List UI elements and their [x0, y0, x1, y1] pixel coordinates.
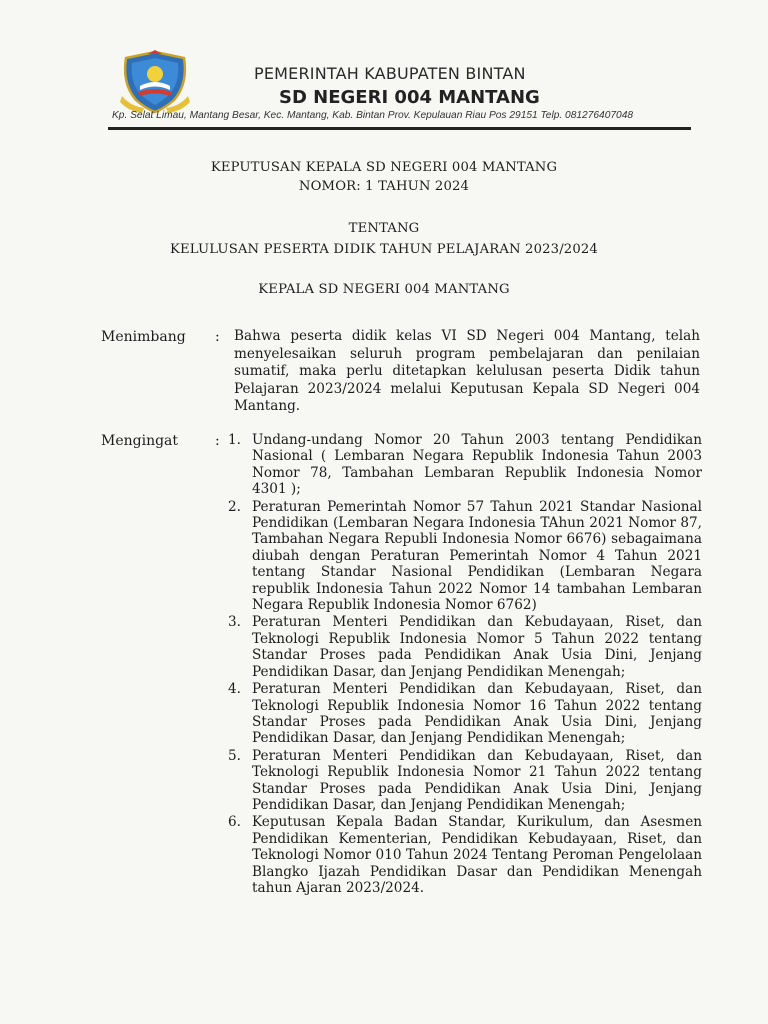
menimbang-label: Menimbang	[101, 329, 186, 345]
list-item	[222, 748, 702, 814]
decree-about: TENTANG	[348, 221, 420, 236]
decree-subject: KELULUSAN PESERTA DIDIK TAHUN PELAJARAN 2023/2024	[170, 242, 598, 257]
list-item-number: 2.	[228, 498, 241, 515]
list-item-number: 3.	[228, 614, 241, 631]
list-item	[222, 432, 702, 498]
list-item-text: Peraturan Menteri Pendidikan dan Kebudayaan, Riset, dan Teknologi Republik Indonesia Nomor 21 Tahun 2022 tentang Standar Proses pada Pendidikan Anak Usia Dini, Jenjang Pendidikan Dasar, dan Jenjang Pendidikan Menengah;	[252, 747, 702, 813]
list-item-text: Peraturan Menteri Pendidikan dan Kebudayaan, Riset, dan Teknologi Republik Indonesia Nomor 5 Tahun 2022 tentang Standar Proses pada Pendidikan Anak Usia Dini, Jenjang Pendidikan Dasar, dan Jenjang Pendidikan Menengah;	[252, 614, 702, 680]
list-item	[222, 681, 702, 747]
government-name: PEMERINTAH KABUPATEN BINTAN	[254, 64, 526, 83]
menimbang-text: Bahwa peserta didik kelas VI SD Negeri 004 Mantang, telah menyelesaikan seluruh program pembelajaran dan penilaian sumatif, maka perlu ditetapkan kelulusan peserta Didik tahun Pelajaran 2023/2024 melalui Keputusan Kepala SD Negeri 004 Mantang.	[234, 328, 700, 415]
menimbang-colon: :	[215, 329, 220, 345]
school-name: SD NEGERI 004 MANTANG	[279, 87, 540, 108]
decree-title: KEPUTUSAN KEPALA SD NEGERI 004 MANTANG	[210, 160, 558, 175]
letterhead-divider	[108, 127, 691, 130]
list-item-number: 6.	[228, 814, 241, 831]
list-item	[222, 814, 702, 896]
list-item-text: Peraturan Pemerintah Nomor 57 Tahun 2021 Standar Nasional Pendidikan (Lembaran Negara Indonesia TAhun 2021 Nomor 87, Tambahan Negara Republi Indonesia Nomor 6676) sebagaimana diubah dengan Peraturan Pemerintah Nomor 4 Tahun 2021 tentang Standar Nasional Pendidikan (Lembaran Negara republik Indonesia Tahun 2022 Nomor 14 tambahan Lembaran Negara Republik Indonesia Nomor 6762)	[252, 498, 702, 614]
list-item-number: 4.	[228, 681, 241, 698]
list-item-text: Keputusan Kepala Badan Standar, Kurikulum, dan Asesmen Pendidikan Kementerian, Pendidikan Kebudayaan, Riset, dan Teknologi Nomor 010 Tahun 2024 Tentang Peroman Pengelolaan Blangko Ijazah Pendidikan Dasar dan Pendidikan Menengah tahun Ajaran 2023/2024.	[252, 814, 702, 896]
bintan-regency-emblem-icon	[118, 50, 192, 114]
list-item-number: 5.	[228, 747, 241, 764]
decree-number: NOMOR: 1 TAHUN 2024	[298, 179, 470, 194]
mengingat-list	[222, 432, 702, 897]
list-item	[222, 614, 702, 680]
decree-issuer: KEPALA SD NEGERI 004 MANTANG	[258, 282, 510, 297]
list-item	[222, 499, 702, 614]
list-item-number: 1.	[228, 432, 241, 448]
list-item-text: Peraturan Menteri Pendidikan dan Kebudayaan, Riset, dan Teknologi Republik Indonesia Nomor 16 Tahun 2022 tentang Standar Proses pada Pendidikan Anak Usia Dini, Jenjang Pendidikan Dasar, dan Jenjang Pendidikan Menengah;	[252, 681, 702, 747]
list-item-text: Undang-undang Nomor 20 Tahun 2003 tentang Pendidikan Nasional ( Lembaran Negara Republik Indonesia Tahun 2003 Nomor 78, Tambahan Lembaran Republik Indonesia Nomor 4301 );	[252, 432, 702, 498]
mengingat-colon: :	[215, 433, 220, 449]
school-address: Kp. Selat Limau, Mantang Besar, Kec. Mantang, Kab. Bintan Prov. Kepulauan Riau Pos 29151 Telp. 081276407048	[112, 110, 634, 121]
mengingat-label: Mengingat	[101, 433, 179, 449]
